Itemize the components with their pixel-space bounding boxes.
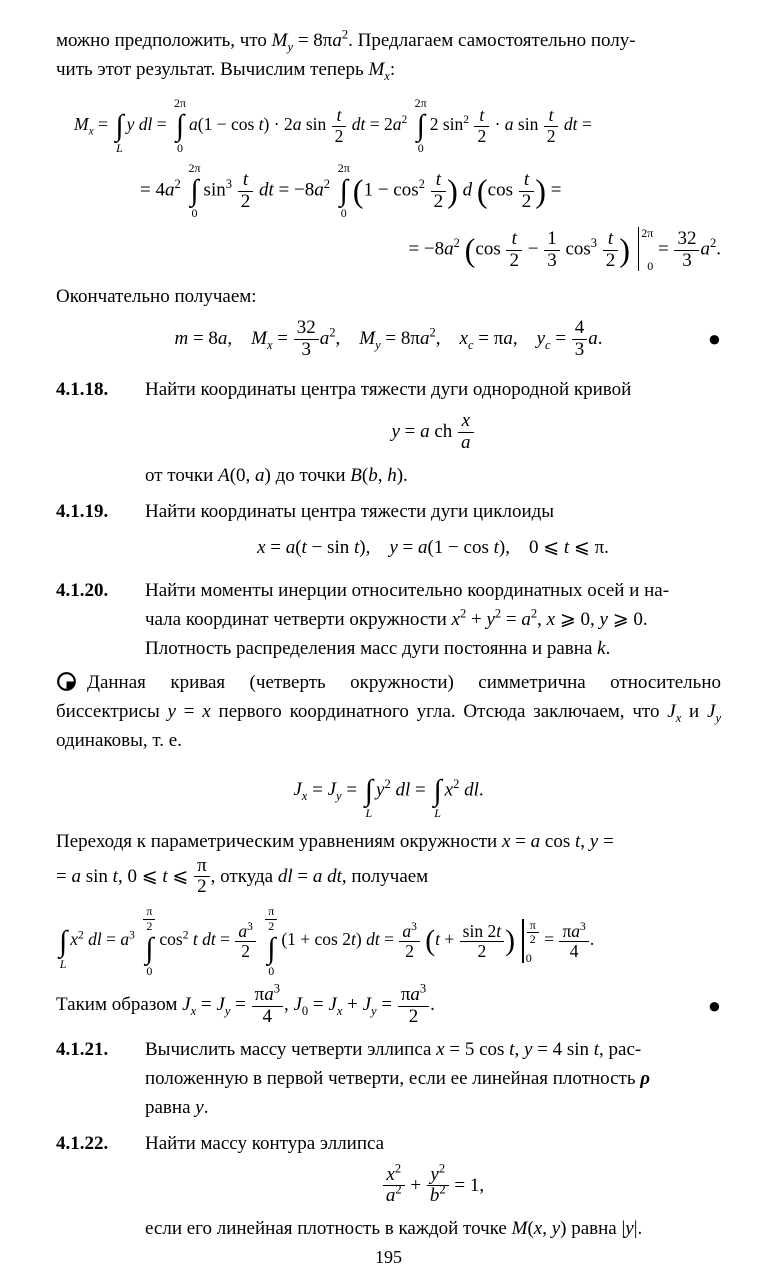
problem-number: 4.1.19. (56, 500, 109, 522)
problem-number: 4.1.20. (56, 579, 109, 601)
equation-text: m = 8a, $M_x$ = $\frac{32}{3}$ $a^2$, $M_y = 8\pi a^2$, $x_c = \pi a$, $y_c$ = $\frac{4}{3}$ a. (174, 317, 603, 360)
problem-body (145, 375, 721, 490)
problem-number: 4.1.22. (56, 1132, 109, 1154)
final-result-equation (56, 318, 721, 361)
problem-body (145, 497, 721, 569)
problem-4-1-22 (56, 1129, 721, 1244)
end-of-solution-marker: ● (707, 993, 721, 1019)
jxjy-equation: $J_x = J_y$ = ∫ L $y^2$ dl = ∫ L $x^2$ dl. (293, 773, 484, 820)
problem-text: Найти координаты центра тяжести дуги однородной кривой (145, 378, 632, 400)
solution-text: Данная кривая (четверть окружности) симметрична относительно биссектрисы y = x первого координатного угла. Отсюда заключаем, что $J_x$ и $J_y$ одинаковы, т. е. (56, 671, 722, 751)
problem-text: Найти моменты инерции относительно координатных осей и на- чала координат четверти окружности $x^2 + y^2 = a^2$, x ⩾ 0, y ⩾ 0. Плотность распределения масс дуги постоянна и равна k. (145, 579, 670, 659)
mx-derivation-block (56, 90, 721, 280)
solution-paragraph-1 (56, 668, 721, 755)
problem-number: 4.1.21. (56, 1038, 109, 1060)
display-equation: $\frac{x^2}{a^2}$ + $\frac{y^2}{b^2}$ = 1, (145, 1165, 721, 1208)
problem-body (145, 576, 721, 663)
problem-body (145, 1035, 721, 1122)
problem-4-1-19 (56, 497, 721, 569)
problem-text: Найти массу контура эллипса (145, 1132, 385, 1154)
page-number: 195 (375, 1247, 402, 1268)
final-result-label: Окончательно получаем: (56, 286, 257, 307)
equation-line-2: = $4a^2$ 2π ∫ 0 $\sin^3$ $\frac{t}{2}$ dt = $-8a^2$ 2π ∫ 0 ($1 - \cos^2$ $\frac{t}{2}$ ) d (cos $\frac{t}{2}$ ) = (140, 161, 562, 220)
problem-text: Вычислить массу четверти эллипса x = 5 cos t, y = 4 sin t, рас- положенную в первой четверти, если ее линейная плотность ρ равна y. (145, 1038, 651, 1118)
problem-4-1-21 (56, 1035, 721, 1122)
problem-text: Найти координаты центра тяжести дуги циклоиды (145, 500, 555, 522)
end-of-solution-marker: ● (707, 326, 721, 352)
problem-number: 4.1.18. (56, 378, 109, 400)
equation-line-1: $M_x$ = ∫ L y dl = 2π ∫ 0 a(1 − cos t) · 2a sin $\frac{t}{2}$ dt = $2a^2$ 2π ∫ 0 2 $\sin^2$ $\frac{t}{2}$ · a sin $\frac{t}{2}$ dt = (74, 96, 592, 155)
problem-4-1-18 (56, 375, 721, 490)
equation-line-3: = $-8a^2$ (cos $\frac{t}{2}$ − $\frac{1}{3}$ $\cos^3$ $\frac{t}{2}$ ) 2π 0 = $\frac{32}{3}$ $a^2$. (408, 226, 721, 273)
solution-start-icon (56, 671, 77, 692)
solution-conclusion (56, 981, 721, 1028)
problem-text-tail: от точки A(0, a) до точки B(b, h). (145, 464, 408, 486)
integral-evaluation-equation: ∫ L $x^2$ dl = $a^3$ $\frac{\pi}{2}$ ∫ 0 $\cos^2 t$ dt = $\frac{a^3}{2}$ $\frac{\pi}{2}$ ∫ 0 (1 + cos 2t) dt = $\frac{a^3}{2}$ (t + $\frac{\sin 2t}{2}$ ) $\frac{\pi}{2}$ 0 = $\frac{\pi a^3}{4}$ . (59, 904, 595, 978)
intro-paragraph: можно предположить, что $M_y = 8\pi a^2$. Предлагаем самостоятельно полу- чить этот результат. Вычислим теперь $M_x$: (56, 27, 636, 83)
display-equation: y = a ch $\frac{x}{a}$ (145, 411, 721, 454)
display-equation: x = a(t − sin t), y = a(1 − cos t), 0 ⩽ t ⩽ π. (257, 536, 609, 558)
conclusion-text: Таким образом $J_x = J_y$ = $\frac{\pi a^3}{4}$ , $J_0 = J_x + J_y$ = $\frac{\pi a^3}{2}$ . (56, 981, 435, 1027)
problem-text-tail: если его линейная плотность в каждой точке M(x, y) равна |y|. (145, 1218, 643, 1240)
solution-paragraph-2: Переходя к параметрическим уравнениям окружности x = a cos t, y = = a sin t, 0 ⩽ t ⩽ $\frac{\pi}{2}$ , откуда dl = a dt, получаем (56, 830, 614, 898)
problem-body (145, 1129, 721, 1244)
problem-4-1-20 (56, 576, 721, 663)
